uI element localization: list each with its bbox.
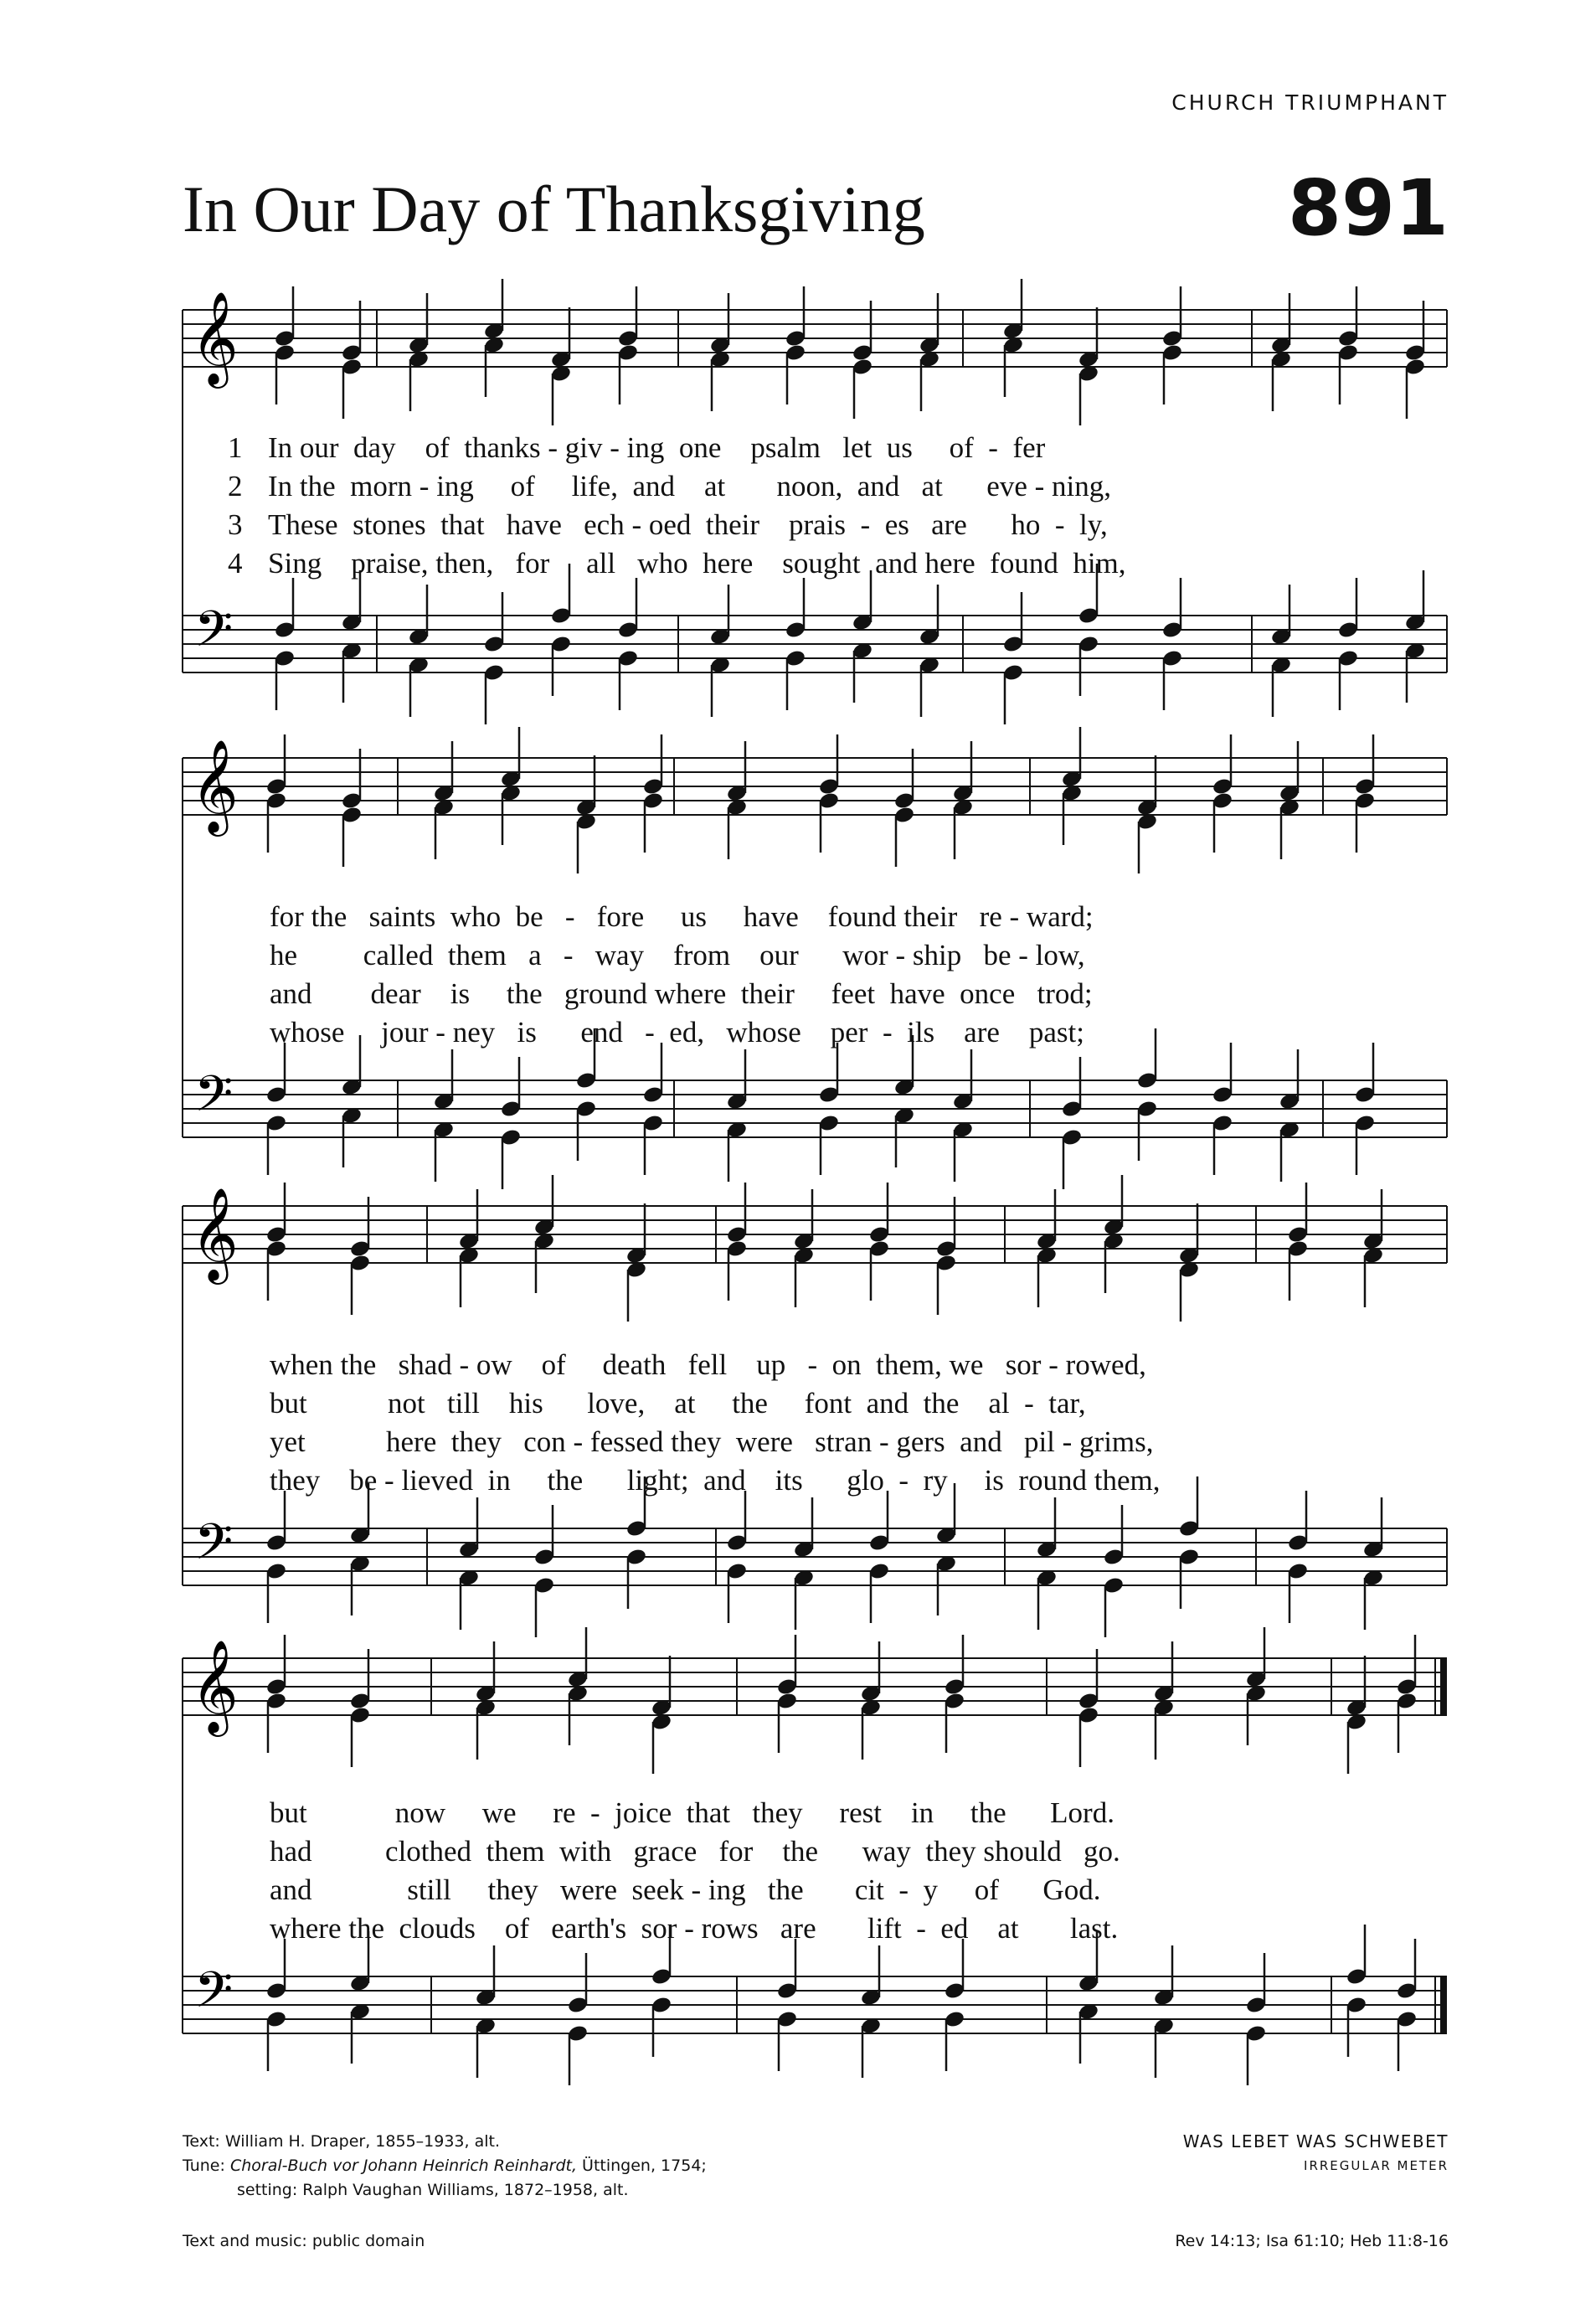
bass-clef-icon: 𝄢 (194, 1064, 234, 1135)
copyright-notice: Text and music: public domain (183, 2232, 425, 2250)
treble-clef-icon: 𝄞 (191, 1639, 239, 1733)
credits (183, 2130, 707, 2203)
lyric-line: where the clouds of earth's sor - rows are lift - ed at last. (270, 1912, 1119, 1945)
lyric-line: he called them a - way from our wor - ship be - low, (270, 939, 1085, 971)
tune-name: WAS LEBET WAS SCHWEBET (1182, 2131, 1449, 2151)
lyric-line: for the saints who be - fore us have found their re - ward; (270, 900, 1094, 933)
final-bar-line (1440, 1976, 1447, 2033)
lyric-line: In our day of thanks - giv - ing one psalm let us of - fer (268, 431, 1046, 464)
bass-clef-icon: 𝄢 (194, 600, 234, 670)
lyric-line: and dear is the ground where their feet have once trod; (270, 977, 1093, 1010)
hymn-title: In Our Day of Thanksgiving (183, 173, 925, 245)
lyric-line: had clothed them with grace for the way they should go. (270, 1835, 1120, 1868)
section-label: CHURCH TRIUMPHANT (1171, 90, 1449, 115)
treble-clef-icon: 𝄞 (191, 291, 239, 384)
lyric-line: Sing praise, then, for all who here sought and here found him, (268, 547, 1126, 580)
treble-clef-icon: 𝄞 (191, 739, 239, 832)
tune-credit: Tune: Choral-Buch vor Johann Heinrich Reinhardt, Üttingen, 1754; (183, 2157, 707, 2175)
lyric-line: In the morn - ing of life, and at noon, and at eve - ning, (268, 470, 1112, 502)
final-bar-line (1440, 1658, 1447, 1715)
lyric-line: yet here they con - fessed they were stran - gers and pil - grims, (270, 1425, 1154, 1458)
hymn-number: 891 (1287, 163, 1449, 253)
setting-credit: setting: Ralph Vaughan Williams, 1872–1958, alt. (237, 2181, 629, 2199)
lyric-line: whose jour - ney is end - ed, whose per - ils are past; (270, 1016, 1084, 1049)
lyric-line: but now we re - joice that they rest in the Lord. (270, 1796, 1114, 1829)
lyric-line: but not till his love, at the font and the al - tar, (270, 1387, 1086, 1420)
verse-number: 2 (228, 470, 243, 502)
verse-number: 4 (228, 547, 243, 580)
verse-number: 3 (228, 508, 243, 541)
treble-clef-icon: 𝄞 (191, 1187, 239, 1281)
lyric-line: they be - lieved in the light; and its glo - ry is round them, (270, 1464, 1161, 1497)
meter: IRREGULAR METER (1304, 2158, 1449, 2173)
verse-number: 1 (228, 431, 243, 464)
lyric-line: and still they were seek - ing the cit - y of God. (270, 1873, 1101, 1906)
tune-info (1183, 2130, 1449, 2178)
scripture-references: Rev 14:13; Isa 61:10; Heb 11:8-16 (1175, 2232, 1449, 2250)
text-credit: Text: William H. Draper, 1855–1933, alt. (183, 2132, 501, 2151)
bass-clef-icon: 𝄢 (194, 1512, 234, 1583)
lyric-line: when the shad - ow of death fell up - on them, we sor - rowed, (270, 1348, 1146, 1381)
lyric-line: These stones that have ech - oed their prais - es are ho - ly, (268, 508, 1108, 541)
bass-clef-icon: 𝄢 (194, 1961, 234, 2031)
